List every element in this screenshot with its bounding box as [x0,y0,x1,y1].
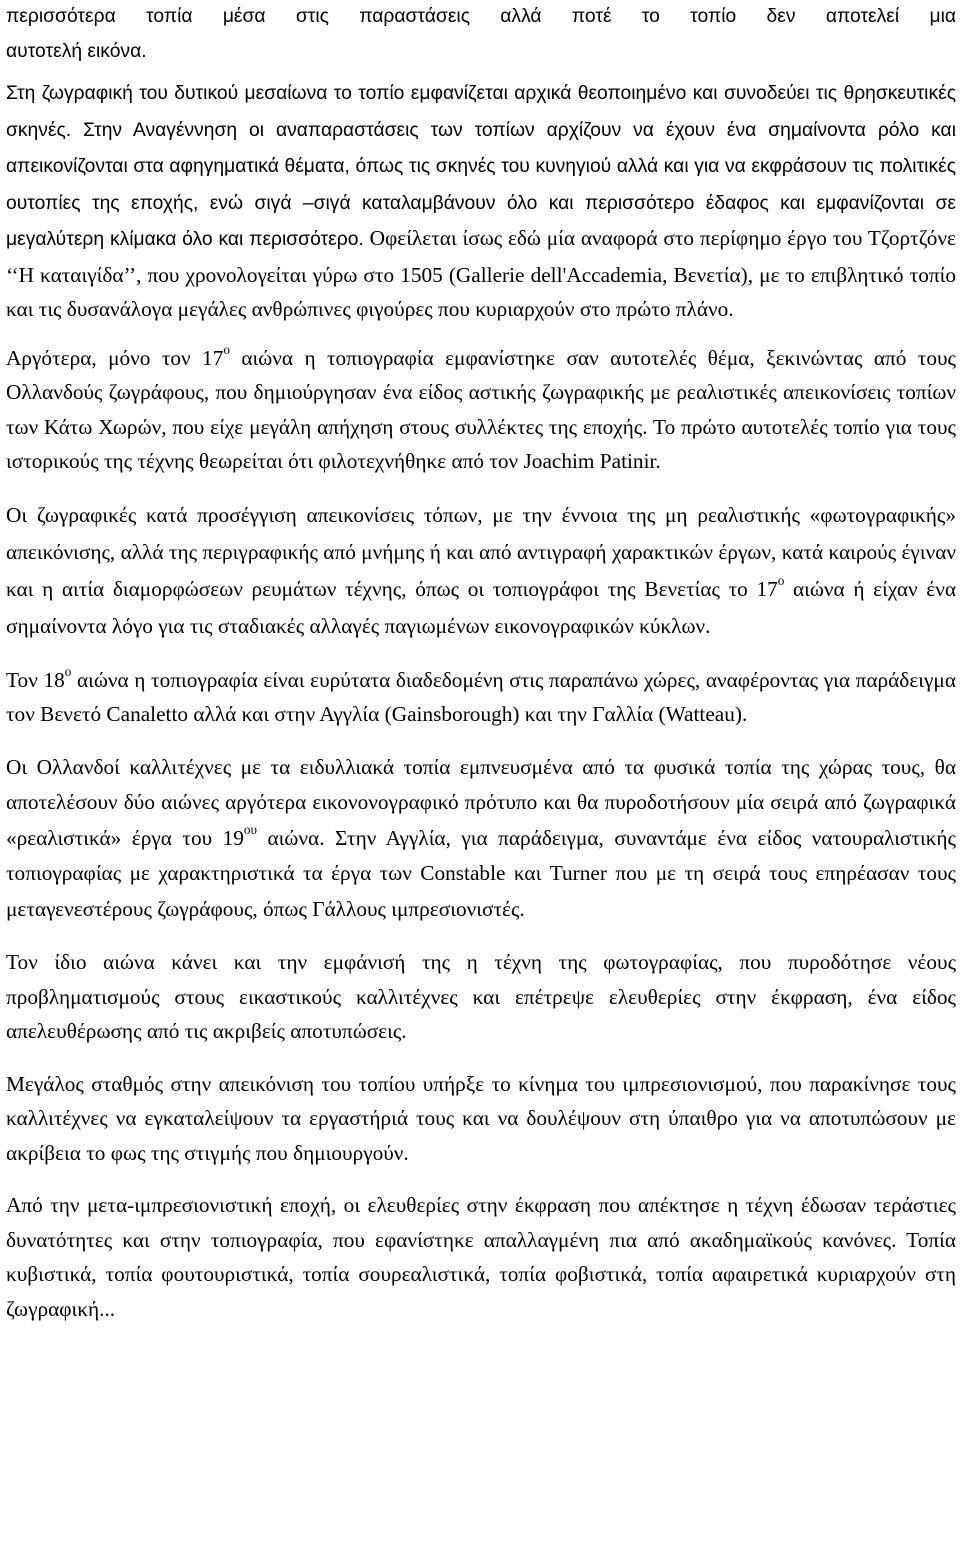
paragraph-5-text-b: αιώνα η τοπιογραφία είναι ευρύτατα διαδεδομένη στις παραπάνω χώρες, αναφέροντας για παράδειγμα τον Βενετό Canaletto αλλά και στην Αγγλία (Gainsborough) και την Γαλλία (Watteau). [6,667,957,726]
paragraph-5 [6,663,956,732]
paragraph-3 [6,341,956,479]
paragraph-5-text-a: Τον 18 [6,667,65,692]
paragraph-1-line-1: περισσότερα τοπία μέσα στις παραστάσεις αλλά ποτέ το τοπίο δεν αποτελεί μια [6,6,956,27]
paragraph-7: Τον ίδιο αιώνα κάνει και την εμφάνισή της η τέχνη της φωτογραφίας, που πυροδότησε νέους προβληματισμούς στους εικαστικούς καλλιτέχνες και επέτρεψε ελευθερίες στην έκφραση, ένα είδος απελευθέρωσης από τις ακριβείς αποτυπώσεις. [6,950,956,1043]
paragraph-6-superscript: ου [243,822,258,838]
paragraph-2 [6,75,956,327]
paragraph-8: Μεγάλος σταθμός στην απεικόνιση του τοπίου υπήρξε το κίνημα του ιμπρεσιονισμού, που παρακίνησε τους καλλιτέχνες να εγκαταλείψουν τα εργαστήριά τους και να δουλέψουν στη ύπαιθρο για να αποτυπώσουν με ακρίβεια το φως της στιγμής που δημιουργούν. [6,1071,956,1165]
paragraph-2-text-b: Στην Αναγέννηση οι αναπαραστάσεις των τοπίων αρχίζουν να έχουν ένα σημαίνοντα ρόλο και απεικονίζονται στα αφηγηματικά θέματα, όπως τις σκηνές του κυνηγιού αλλά και για να εκφράσουν τις πολιτικές ουτοπίες της εποχής, ενώ σιγά –σιγά καταλαμβάνουν όλο και περισσότερο έδαφος και εμφανίζονται σε μεγαλύτερη κλίμακα όλο και περισσότερο. [6,119,956,250]
paragraph-2-text-c: Οφείλεται ίσως εδώ μία αναφορά στο περίφημο έργο του Τζορτζόνε ‘‘Η καταιγίδα’’, που χρονολογείται γύρω στο 1505 (Gallerie dell'Accademia, Βενετία), με το επιβλητικό τοπίο και τις δυσανάλογα μεγάλες ανθρώπινες φιγούρες που κυριαρχούν στο πρώτο πλάνο. [6,226,956,321]
paragraph-3-text-b: αιώνα η τοπιογραφία εμφανίστηκε σαν αυτοτελές θέμα, ξεκινώντας από τους Ολλανδούς ζωγράφους, που δημιούργησαν ένα είδος αστικής ζωγραφικής με ρεαλιστικές απεικονίσεις τοπίων των Κάτω Χωρών, που είχε μεγάλη απήχηση στους συλλέκτες της εποχής. Το πρώτο αυτοτελές τοπίο για τους ιστορικούς της τέχνης θεωρείται ότι φιλοτεχνήθηκε από τον Joachim Patinir. [6,345,956,473]
paragraph-4-text-a: Οι ζωγραφικές κατά προσέγγιση απεικονίσεις τόπων, με την έννοια της μη ρεαλιστικής «φωτογραφικής» απεικόνισης, αλλά της περιγραφικής από μνήμης ή και από αντιγραφή χαρακτικών έργων, κατά καιρούς έγιναν και η αιτία διαμορφώσεων ρευμάτων τέχνης, όπως οι τοπιογράφοι της Βενετίας το 17 [6,502,956,601]
paragraph-3-text-a: Αργότερα, μόνο τον 17 [6,345,224,370]
paragraph-1 [6,0,956,69]
paragraph-6-text-b: αιώνα. Στην Αγγλία, για παράδειγμα, συναντάμε ένα είδος νατουραλιστικής τοπιογραφίας με χαρακτηριστικά τα έργα των Constable και Turner που με τη σειρά τους επηρέασαν τους μεταγενεστέρους ζωγράφους, όπως Γάλλους ιμπρεσιονιστές. [6,825,956,921]
document-page [6,0,956,1326]
paragraph-6 [6,750,956,928]
paragraph-1-line-2: αυτοτελή εικόνα. [6,40,147,62]
paragraph-6-text-a: Οι Ολλανδοί καλλιτέχνες με τα ειδυλλιακά τοπία εμπνευσμένα από τα φυσικά τοπία της χώρας τους, θα αποτελέσουν δύο αιώνες αργότερα εικονονογραφικό πρότυπο και θα πυροδοτήσουν μία σειρά από ζωγραφικά «ρεαλιστικά» έργα του 19 [6,754,956,850]
paragraph-4-superscript: ο [777,573,785,589]
paragraph-4-text-b: αιώνα ή είχαν ένα σημαίνοντα λόγο για τις σταδιακές αλλαγές παγιωμένων εικονογραφικών κύκλων. [6,576,956,638]
paragraph-9: Από την μετα-ιμπρεσιονιστική εποχή, οι ελευθερίες στην έκφραση που απέκτησε η τέχνη έδωσαν τεράστιες δυνατότητες και στην τοπιογραφία, που εφανίστηκε απαλλαγμένη πια από ακαδημαϊκούς κανόνες. Τοπία κυβιστικά, τοπία φουτουριστικά, τοπία σουρεαλιστικά, τοπία φοβιστικά, τοπία αφαιρετικά κυριαρχούν στη ζωγραφική... [6,1193,956,1321]
paragraph-5-superscript: ο [64,664,72,680]
paragraph-2-text-a: Στη ζωγραφική του δυτικού μεσαίωνα το τοπίο εμφανίζεται αρχικά θεοποιημένο και συνοδεύει τις θρησκευτικές σκηνές. [6,83,956,141]
paragraph-3-superscript: ο [223,342,230,358]
paragraph-4 [6,497,956,645]
